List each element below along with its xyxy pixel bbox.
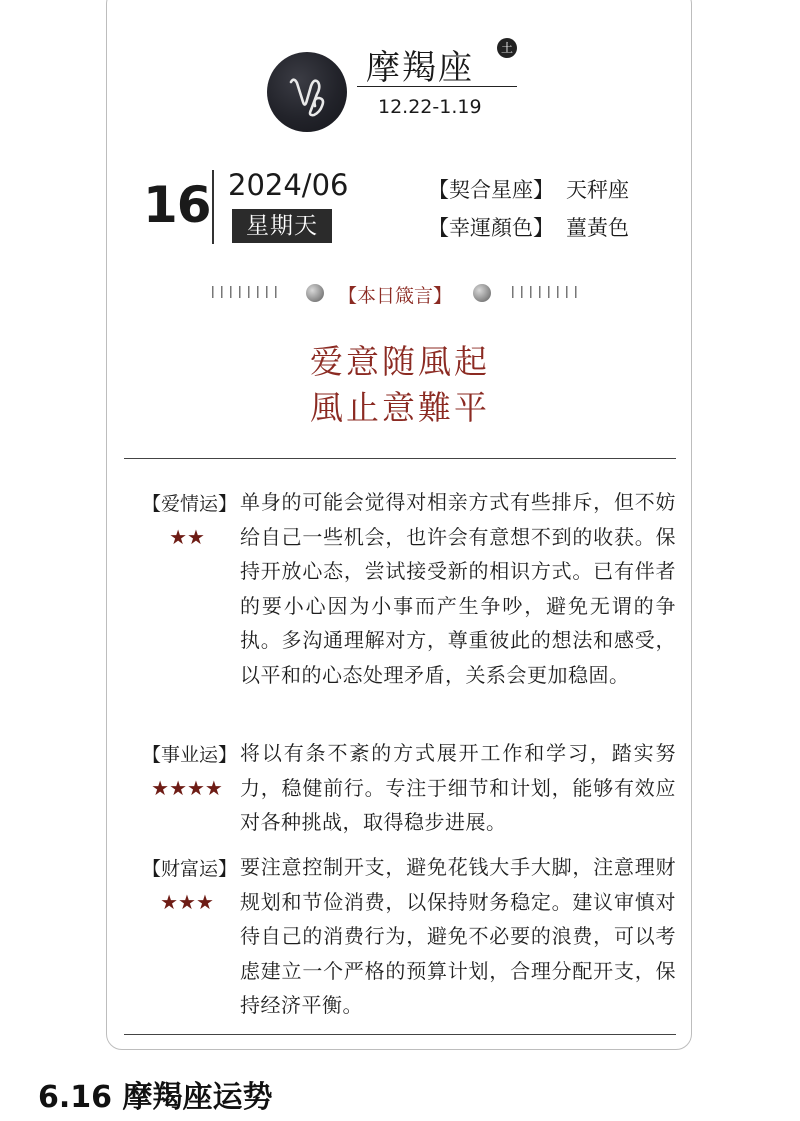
day-number: 16 bbox=[143, 176, 211, 234]
wealth-label: 【财富运】 bbox=[142, 858, 238, 880]
section-divider bbox=[124, 1034, 676, 1035]
sign-date-range: 12.22-1.19 bbox=[378, 96, 482, 118]
motto-line-1: 爱意随風起 bbox=[310, 342, 490, 381]
year-month: 2024/06 bbox=[228, 168, 349, 202]
tick-ornament-right bbox=[512, 286, 584, 298]
wealth-text: 要注意控制开支，避免花钱大手大脚，注意理财规划和节俭消费，以保持财务稳定。建议审慎对待自己的消费行为，避免不必要的浪费，可以考虑建立一个严格的预算计划，合理分配开支，保持经济平衡。 bbox=[240, 855, 676, 1017]
wealth-stars: ★★★ bbox=[160, 890, 214, 914]
match-sign-label: 【契合星座】 bbox=[428, 178, 554, 202]
tick-ornament-left bbox=[212, 286, 284, 298]
lucky-color-row bbox=[428, 212, 629, 242]
moon-icon bbox=[473, 284, 491, 302]
lucky-color-label: 【幸運顏色】 bbox=[428, 216, 554, 240]
element-badge: 土 bbox=[497, 38, 517, 58]
love-text: 单身的可能会觉得对相亲方式有些排斥，但不妨给自己一些机会，也许会有意想不到的收获。保持开放心态，尝试接受新的相识方式。已有伴者的要小心因为小事而产生争吵，避免无谓的争执。多沟通理解对方，尊重彼此的想法和感受，以平和的心态处理矛盾，关系会更加稳固。 bbox=[240, 490, 676, 687]
motto-line-2: 風止意難平 bbox=[310, 388, 490, 427]
lucky-color-value: 薑黃色 bbox=[566, 216, 629, 240]
weekday-badge: 星期天 bbox=[232, 209, 332, 243]
match-sign-value: 天秤座 bbox=[566, 178, 629, 202]
love-label: 【爱情运】 bbox=[142, 493, 238, 515]
capricorn-emblem bbox=[267, 52, 347, 132]
date-divider bbox=[212, 170, 214, 244]
motto-label: 【本日箴言】 bbox=[338, 285, 453, 307]
career-stars: ★★★★ bbox=[151, 776, 223, 800]
career-label: 【事业运】 bbox=[142, 744, 238, 766]
sign-underline bbox=[357, 86, 517, 87]
love-stars: ★★ bbox=[169, 525, 205, 549]
capricorn-icon bbox=[267, 52, 347, 132]
match-sign-row bbox=[428, 174, 629, 204]
moon-icon bbox=[306, 284, 324, 302]
sign-name: 摩羯座 bbox=[366, 48, 474, 88]
section-divider bbox=[124, 458, 676, 459]
post-caption: 6.16 摩羯座运势 bbox=[38, 1080, 273, 1115]
career-text: 将以有条不紊的方式展开工作和学习，踏实努力，稳健前行。专注于细节和计划，能够有效应对各种挑战，取得稳步进展。 bbox=[240, 741, 676, 834]
